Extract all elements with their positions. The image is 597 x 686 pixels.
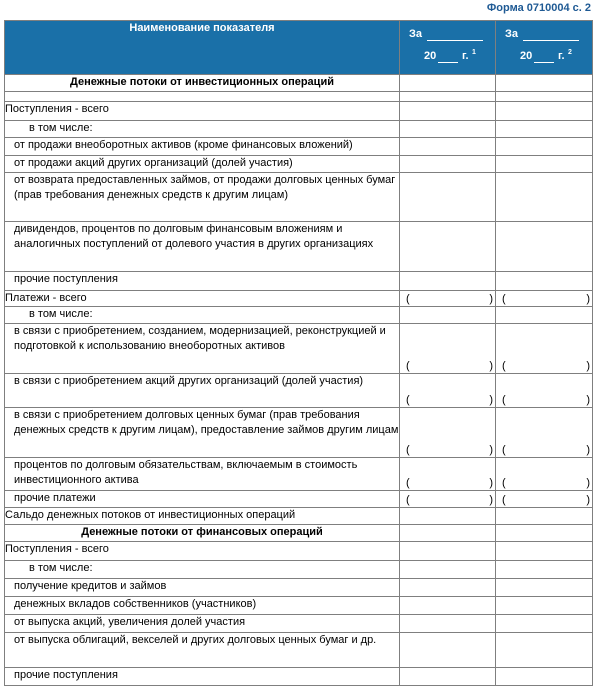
paren-open: ( [406,293,410,305]
value-cell-period-1[interactable] [400,173,496,222]
value-cell-period-2[interactable] [496,561,593,579]
value-cell-period-1[interactable] [400,408,496,458]
value-cell-period-2[interactable] [496,597,593,615]
value-cell-period-1[interactable] [400,615,496,633]
value-cell-period-2[interactable] [496,374,593,408]
value-cell-period-1[interactable] [400,374,496,408]
period-blank-line [427,40,483,41]
table-row [5,668,593,686]
column-header-period-2 [496,21,593,75]
indicator-name: от выпуска акций, увеличения долей участия [5,615,400,633]
value-cell-period-1[interactable] [400,121,496,138]
value-cell-period-1[interactable] [400,324,496,374]
paren-close: ) [489,494,493,506]
year-suffix: г. [462,50,469,62]
paren-close: ) [586,394,590,406]
column-header-period-1 [400,21,496,75]
table-row [5,92,593,102]
paren-open: ( [502,444,506,456]
table-row [5,102,593,121]
paren-open: ( [502,494,506,506]
value-cell-period-2[interactable] [496,542,593,561]
indicator-name: в том числе: [5,307,400,324]
value-cell-period-2[interactable] [496,291,593,307]
value-cell-period-1[interactable] [400,633,496,668]
indicator-name: Поступления - всего [5,102,400,121]
header-row [5,21,593,75]
value-cell-period-2[interactable] [496,508,593,525]
value-cell-period-2[interactable] [496,307,593,324]
form-number: Форма 0710004 с. 2 [486,2,591,14]
value-cell-period-2[interactable] [496,121,593,138]
year-blank-line [438,62,458,63]
period-label: За [505,28,519,40]
year-suffix: г. [558,50,565,62]
paren-open: ( [406,360,410,372]
indicator-name: дивидендов, процентов по долговым финансовым вложениям и аналогичных поступлений от долевого участия в других организациях [5,222,400,272]
value-cell-period-1[interactable] [400,491,496,508]
value-cell-period-1[interactable] [400,156,496,173]
value-cell-period-1[interactable] [400,92,496,102]
table-row [5,615,593,633]
value-cell-period-2[interactable] [496,579,593,597]
table-row [5,408,593,458]
table-row [5,633,593,668]
value-cell-period-1[interactable] [400,272,496,291]
cash-flow-table [4,20,593,686]
table-row [5,579,593,597]
indicator-name: процентов по долговым обязательствам, включаемым в стоимость инвестиционного актива [5,458,400,491]
paren-close: ) [586,293,590,305]
indicator-name: денежных вкладов собственников (участников) [5,597,400,615]
paren-close: ) [586,477,590,489]
value-cell-period-1[interactable] [400,138,496,156]
paren-open: ( [502,293,506,305]
indicator-name: от выпуска облигаций, векселей и других долговых ценных бумаг и др. [5,633,400,668]
paren-close: ) [586,494,590,506]
table-row [5,508,593,525]
year-blank-line [534,62,554,63]
paren-close: ) [489,360,493,372]
indicator-name: Денежные потоки от инвестиционных операций [5,75,400,92]
table-row [5,138,593,156]
paren-open: ( [406,394,410,406]
indicator-name: от продажи акций других организаций (долей участия) [5,156,400,173]
table-row [5,542,593,561]
indicator-name: получение кредитов и займов [5,579,400,597]
footnote-mark: 2 [568,49,572,56]
table-row [5,156,593,173]
value-cell-period-2[interactable] [496,102,593,121]
value-cell-period-1[interactable] [400,597,496,615]
indicator-name: в связи с приобретением, созданием, модернизацией, реконструкцией и подготовкой к использованию внеоборотных активов [5,324,400,374]
value-cell-period-2[interactable] [496,75,593,92]
indicator-name: прочие поступления [5,272,400,291]
indicator-name: Сальдо денежных потоков от инвестиционных операций [5,508,400,525]
value-cell-period-1[interactable] [400,75,496,92]
value-cell-period-1[interactable] [400,668,496,686]
indicator-name: в связи с приобретением акций других организаций (долей участия) [5,374,400,408]
value-cell-period-1[interactable] [400,102,496,121]
year-prefix: 20 [424,50,437,62]
indicator-name: в том числе: [5,121,400,138]
table-row [5,374,593,408]
section-header-row [5,525,593,542]
table-row [5,324,593,374]
column-header-name: Наименование показателя [5,21,400,75]
table-row [5,458,593,491]
value-cell-period-1[interactable] [400,222,496,272]
paren-close: ) [586,444,590,456]
value-cell-period-2[interactable] [496,138,593,156]
value-cell-period-2[interactable] [496,173,593,222]
footnote-mark: 1 [472,49,476,56]
indicator-name: в том числе: [5,561,400,579]
paren-open: ( [406,477,410,489]
indicator-name: Поступления - всего [5,542,400,561]
paren-close: ) [586,360,590,372]
table-row [5,291,593,307]
period-label: За [409,28,423,40]
value-cell-period-2[interactable] [496,408,593,458]
indicator-name [5,92,400,102]
value-cell-period-1[interactable] [400,508,496,525]
table-row [5,272,593,291]
value-cell-period-2[interactable] [496,615,593,633]
value-cell-period-1[interactable] [400,307,496,324]
period-blank-line [523,40,579,41]
indicator-name: Денежные потоки от финансовых операций [5,525,400,542]
paren-open: ( [406,444,410,456]
value-cell-period-1[interactable] [400,561,496,579]
value-cell-period-1[interactable] [400,525,496,542]
value-cell-period-2[interactable] [496,92,593,102]
section-header-row [5,75,593,92]
paren-open: ( [406,494,410,506]
paren-close: ) [489,444,493,456]
table-row [5,491,593,508]
paren-close: ) [489,293,493,305]
value-cell-period-2[interactable] [496,668,593,686]
indicator-name: Платежи - всего [5,291,400,307]
value-cell-period-2[interactable] [496,324,593,374]
indicator-name: прочие поступления [5,668,400,686]
indicator-name: от продажи внеоборотных активов (кроме финансовых вложений) [5,138,400,156]
value-cell-period-2[interactable] [496,458,593,491]
table-row [5,597,593,615]
paren-open: ( [502,360,506,372]
table-row [5,121,593,138]
value-cell-period-1[interactable] [400,542,496,561]
table-row [5,307,593,324]
indicator-name: от возврата предоставленных займов, от продажи долговых ценных бумаг (прав требования денежных средств к другим лицам) [5,173,400,222]
value-cell-period-2[interactable] [496,525,593,542]
value-cell-period-2[interactable] [496,222,593,272]
table-row [5,222,593,272]
value-cell-period-1[interactable] [400,291,496,307]
paren-close: ) [489,394,493,406]
value-cell-period-1[interactable] [400,579,496,597]
value-cell-period-2[interactable] [496,491,593,508]
indicator-name: прочие платежи [5,491,400,508]
value-cell-period-2[interactable] [496,272,593,291]
paren-open: ( [502,394,506,406]
table-row [5,173,593,222]
indicator-name: в связи с приобретением долговых ценных бумаг (прав требования денежных средств к другим лицам), предоставление займов другим лицам [5,408,400,458]
year-prefix: 20 [520,50,533,62]
value-cell-period-1[interactable] [400,458,496,491]
value-cell-period-2[interactable] [496,156,593,173]
table-row [5,561,593,579]
paren-open: ( [502,477,506,489]
value-cell-period-2[interactable] [496,633,593,668]
paren-close: ) [489,477,493,489]
